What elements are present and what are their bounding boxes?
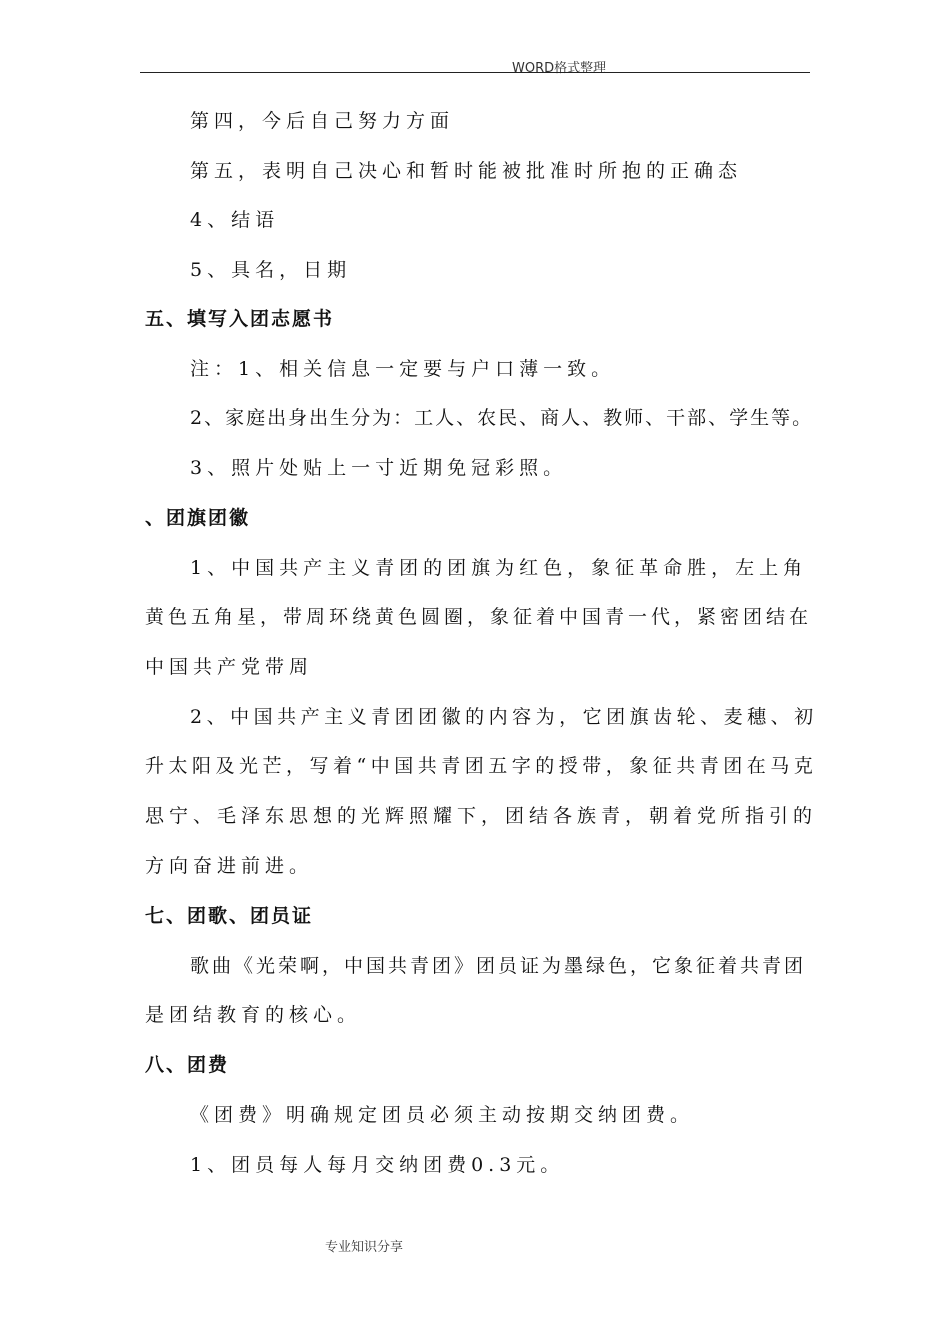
paragraph-line: 4、结语 xyxy=(190,209,280,231)
page-footer: 专业知识分享 xyxy=(325,1240,404,1255)
paragraph-line: 方向奋进前进。 xyxy=(145,855,314,877)
paragraph-line: 1、团员每人每月交纳团费0.3元。 xyxy=(190,1154,565,1176)
header-text: WORD格式整理 xyxy=(512,61,607,76)
section-heading: 、团旗团徽 xyxy=(145,507,251,529)
paragraph-line: 3、照片处贴上一寸近期免冠彩照。 xyxy=(190,457,568,479)
paragraph-line: 1、中国共产主义青团的团旗为红色，象征革命胜，左上角 xyxy=(190,557,808,579)
section-heading: 七、团歌、团员证 xyxy=(145,905,314,927)
paragraph-line: 歌曲《光荣啊，中国共青团》团员证为墨绿色，它象征着共青团 xyxy=(190,955,807,977)
paragraph-line: 中国共产党带周 xyxy=(145,656,314,678)
section-heading: 五、填写入团志愿书 xyxy=(145,308,335,330)
section-heading: 八、团费 xyxy=(145,1054,230,1076)
paragraph-line: 2、家庭出身出生分为：工人、农民、商人、教师、干部、学生等。 xyxy=(190,407,814,429)
paragraph-line: 第四，今后自己努力方面 xyxy=(190,110,455,132)
paragraph-line: 5、具名，日期 xyxy=(190,259,352,281)
paragraph-line: 黄色五角星，带周环绕黄色圆圈，象征着中国青一代，紧密团结在 xyxy=(145,606,813,628)
paragraph-line: 《团费》明确规定团员必须主动按期交纳团费。 xyxy=(190,1104,695,1126)
header-rule xyxy=(140,72,810,73)
paragraph-line: 注：1、相关信息一定要与户口薄一致。 xyxy=(190,358,616,380)
paragraph-line: 升太阳及光芒，写着“中国共青团五字的授带，象征共青团在马克 xyxy=(145,755,818,777)
paragraph-line: 思宁、毛泽东思想的光辉照耀下，团结各族青，朝着党所指引的 xyxy=(145,805,818,827)
paragraph-line: 是团结教育的核心。 xyxy=(145,1004,362,1026)
paragraph-line: 2、中国共产主义青团团徽的内容为，它团旗齿轮、麦穗、初 xyxy=(190,706,818,728)
paragraph-line: 第五，表明自己决心和暂时能被批准时所抱的正确态 xyxy=(190,160,743,182)
